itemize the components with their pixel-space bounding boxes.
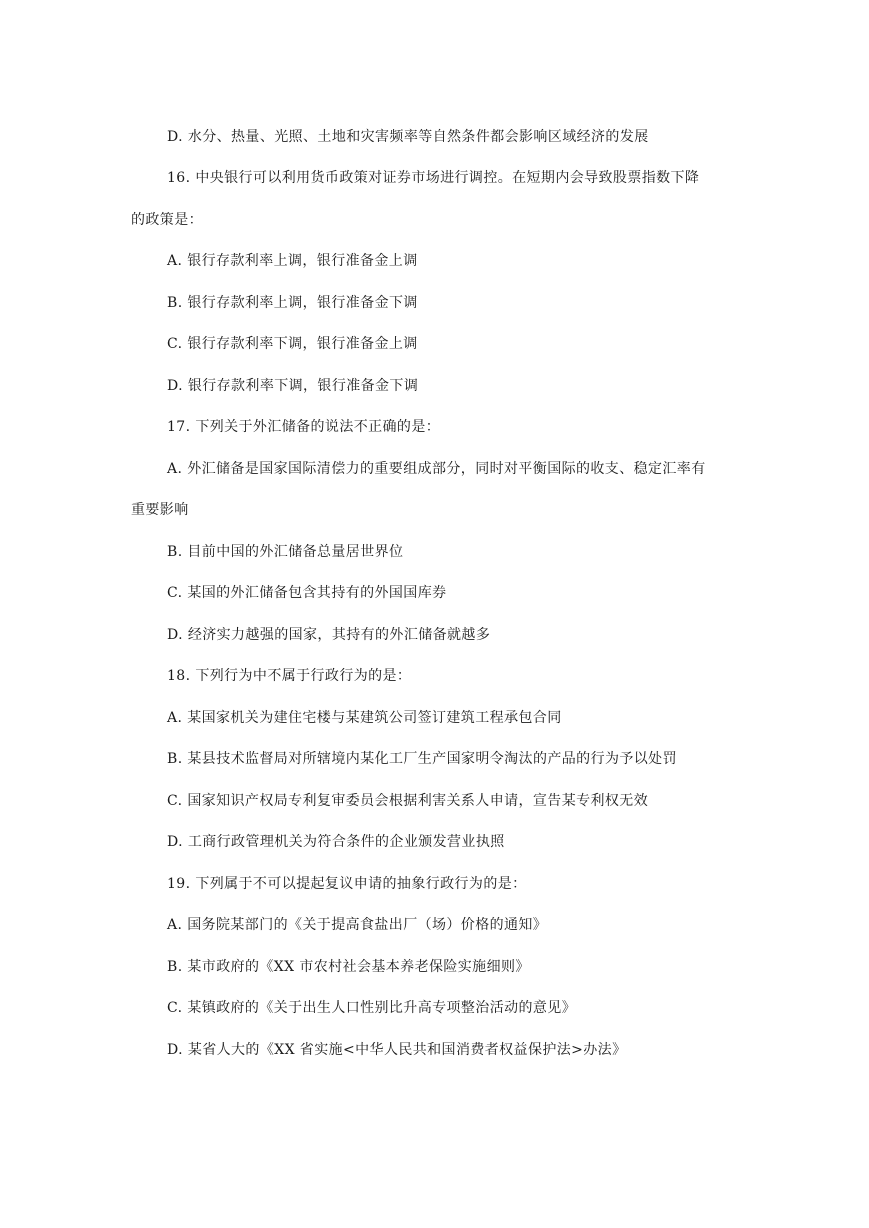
q16-option-d: D. 银行存款利率下调，银行准备金下调 bbox=[167, 378, 419, 394]
q16-option-b: B. 银行存款利率上调，银行准备金下调 bbox=[167, 295, 418, 311]
q18-option-d: D. 工商行政管理机关为符合条件的企业颁发营业执照 bbox=[167, 834, 505, 850]
q19-option-b: B. 某市政府的《XX 市农村社会基本养老保险实施细则》 bbox=[167, 959, 530, 975]
q17-stem: 17. 下列关于外汇储备的说法不正确的是： bbox=[167, 419, 441, 435]
q19-stem: 19. 下列属于不可以提起复议申请的抽象行政行为的是： bbox=[167, 876, 527, 892]
q18-option-c: C. 国家知识产权局专利复审委员会根据利害关系人申请，宣告某专利权无效 bbox=[167, 793, 649, 809]
q17-option-d: D. 经济实力越强的国家，其持有的外汇储备就越多 bbox=[167, 627, 491, 643]
q18-option-a: A. 某国家机关为建住宅楼与某建筑公司签订建筑工程承包合同 bbox=[167, 710, 562, 726]
q17-option-b: B. 目前中国的外汇储备总量居世界位 bbox=[167, 544, 404, 560]
q16-option-a: A. 银行存款利率上调，银行准备金上调 bbox=[167, 253, 418, 269]
q16-stem-continued: 的政策是： bbox=[131, 212, 203, 228]
q19-option-d: D. 某省人大的《XX 省实施<中华人民共和国消费者权益保护法>办法》 bbox=[167, 1042, 627, 1058]
q15-option-d: D. 水分、热量、光照、土地和灾害频率等自然条件都会影响区域经济的发展 bbox=[167, 129, 649, 145]
q16-option-c: C. 银行存款利率下调，银行准备金上调 bbox=[167, 336, 418, 352]
q19-option-c: C. 某镇政府的《关于出生人口性别比升高专项整治活动的意见》 bbox=[167, 1000, 577, 1016]
q18-option-b: B. 某县技术监督局对所辖境内某化工厂生产国家明令淘汰的产品的行为予以处罚 bbox=[167, 751, 677, 767]
q17-option-a-continued: 重要影响 bbox=[131, 502, 189, 518]
q16-stem: 16. 中央银行可以利用货币政策对证券市场进行调控。在短期内会导致股票指数下降 bbox=[167, 170, 700, 186]
q17-option-c: C. 某国的外汇储备包含其持有的外国国库券 bbox=[167, 585, 447, 601]
q19-option-a: A. 国务院某部门的《关于提高食盐出厂（场）价格的通知》 bbox=[167, 917, 548, 933]
q17-option-a: A. 外汇储备是国家国际清偿力的重要组成部分，同时对平衡国际的收支、稳定汇率有 bbox=[167, 461, 706, 477]
q18-stem: 18. 下列行为中不属于行政行为的是： bbox=[167, 668, 412, 684]
